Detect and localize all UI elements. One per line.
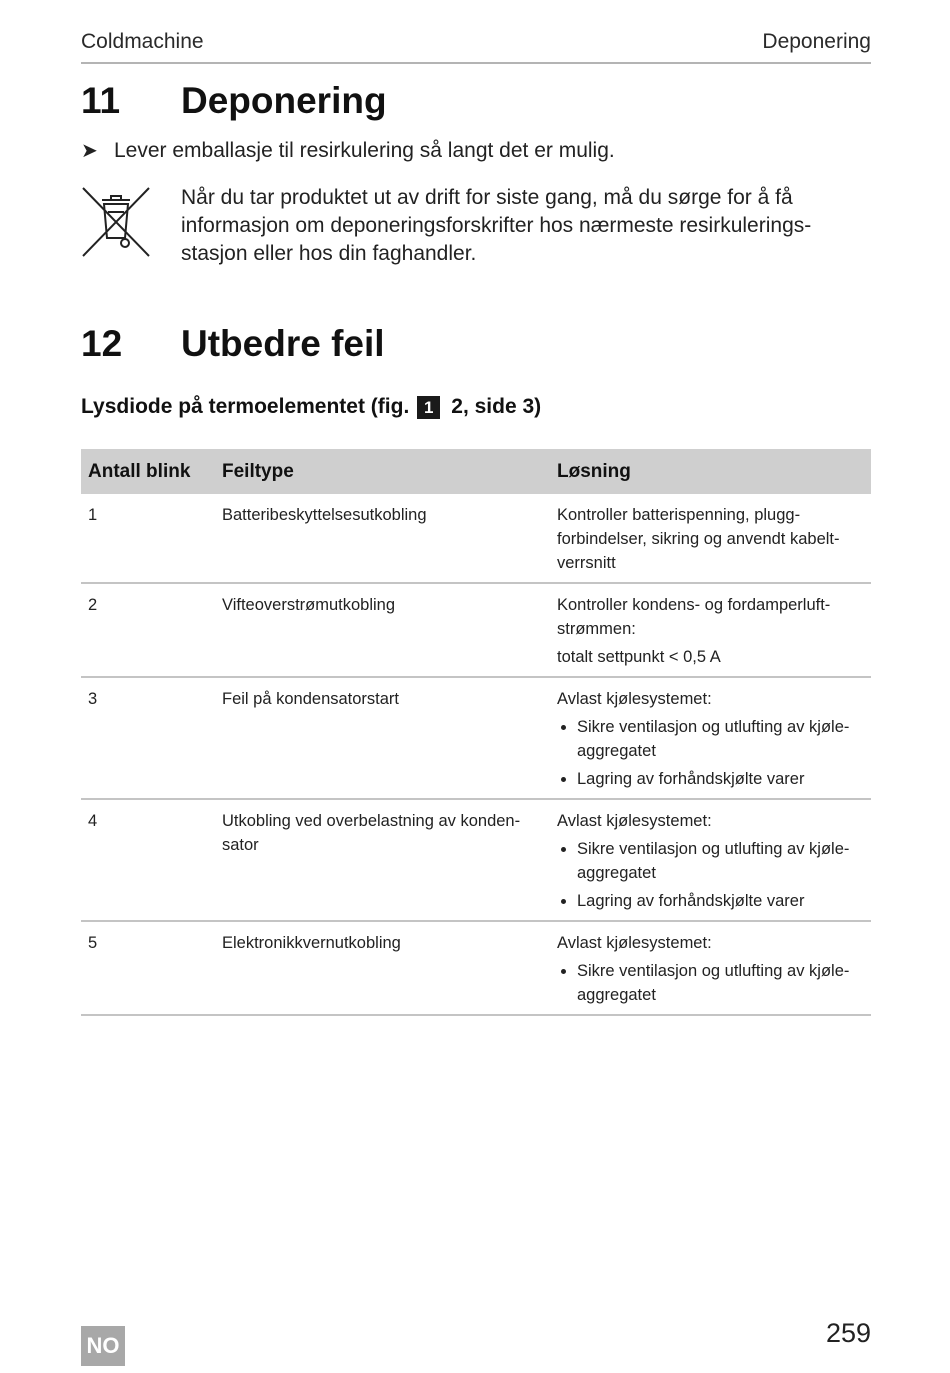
- error-type: Utkobling ved overbelastning av konden-sator: [215, 799, 550, 921]
- table-row: [81, 494, 871, 583]
- solution-text: Kontroller kondens- og fordamperluft-strømmen:: [557, 596, 831, 638]
- blink-count: 4: [81, 799, 215, 921]
- solution-cell: [550, 583, 871, 677]
- error-table: [81, 449, 871, 1016]
- recycle-instruction: [81, 138, 615, 163]
- solution-cell: [550, 677, 871, 799]
- solution-cell: [550, 799, 871, 921]
- header-blinks: Antall blink: [81, 449, 215, 494]
- error-type: Elektronikkvernutkobling: [215, 921, 550, 1015]
- section-12-number: 12: [81, 323, 123, 364]
- blink-count: 5: [81, 921, 215, 1015]
- solution-text: Avlast kjølesystemet:: [557, 812, 712, 830]
- blink-count: 3: [81, 677, 215, 799]
- blink-count: 1: [81, 494, 215, 583]
- section-12-title: Utbedre feil: [181, 323, 385, 364]
- list-item: Sikre ventilasjon og utlufting av kjøle-aggregatet: [557, 837, 864, 885]
- list-item: Sikre ventilasjon og utlufting av kjøle-aggregatet: [557, 959, 864, 1007]
- table-row: [81, 799, 871, 921]
- error-type: Batteribeskyttelsesutkobling: [215, 494, 550, 583]
- solution-text: Avlast kjølesystemet:: [557, 690, 712, 708]
- figure-number-badge: 1: [417, 396, 440, 419]
- disposal-information: Når du tar produktet ut av drift for siste gang, må du sørge for å få informasjon om deponeringsforskrifter hos nærmeste resirkulerings-stasjon eller hos din faghandler.: [181, 186, 812, 265]
- error-type: Feil på kondensatorstart: [215, 677, 550, 799]
- section-11-title: Deponering: [181, 80, 387, 121]
- section-12-heading: [81, 323, 385, 365]
- section-11-heading: [81, 80, 387, 122]
- solution-list: [557, 959, 864, 1007]
- blink-count: 2: [81, 583, 215, 677]
- solution-text: Kontroller batterispenning, plugg-forbindelser, sikring og anvendt kabelt-verrsnitt: [557, 506, 840, 572]
- section-11-number: 11: [81, 80, 121, 121]
- running-header: [81, 30, 871, 64]
- recycle-instruction-text: Lever emballasje til resirkulering så langt det er mulig.: [114, 139, 615, 162]
- list-item: Lagring av forhåndskjølte varer: [557, 767, 864, 791]
- solution-list: [557, 837, 864, 913]
- table-row: [81, 583, 871, 677]
- table-header-row: [81, 449, 871, 494]
- solution-text: Avlast kjølesystemet:: [557, 934, 712, 952]
- list-item: Lagring av forhåndskjølte varer: [557, 889, 864, 913]
- led-subheading: [81, 395, 541, 419]
- table-row: [81, 677, 871, 799]
- solution-cell: [550, 494, 871, 583]
- table-row: [81, 921, 871, 1015]
- solution-cell: [550, 921, 871, 1015]
- crossed-out-wheelie-bin-icon: [81, 186, 151, 258]
- language-badge: NO: [81, 1326, 125, 1366]
- page-number: 259: [825, 1318, 871, 1348]
- error-type: Vifteoverstrømutkobling: [215, 583, 550, 677]
- subheading-text: Lysdiode på termoelementet (fig.: [81, 395, 410, 418]
- header-solution: Løsning: [550, 449, 871, 494]
- subheading-reference: 2, side 3): [451, 395, 542, 418]
- arrow-bullet-icon: ➤: [81, 140, 98, 162]
- solution-detail: totalt settpunkt < 0,5 A: [557, 648, 721, 666]
- header-section-name: Deponering: [762, 30, 871, 53]
- solution-list: [557, 715, 864, 791]
- list-item: Sikre ventilasjon og utlufting av kjøle-aggregatet: [557, 715, 864, 763]
- header-product-name: Coldmachine: [81, 30, 204, 53]
- header-error-type: Feiltype: [215, 449, 550, 494]
